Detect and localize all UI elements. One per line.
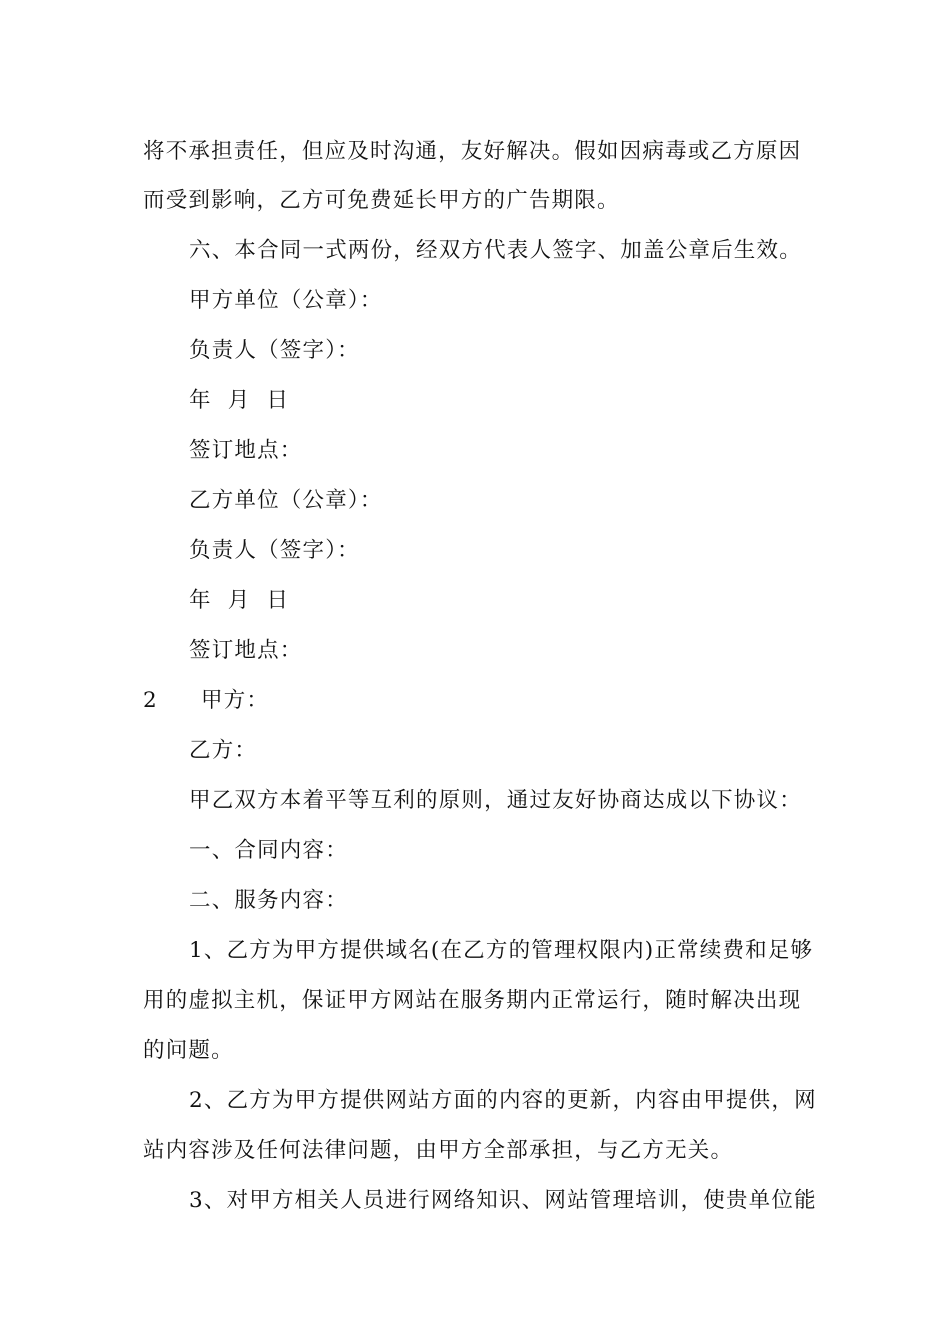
party-a-signature: 负责人（签字）： — [189, 338, 360, 363]
party-b-label: 乙方： — [189, 738, 258, 763]
party-a-label: 甲方： — [201, 688, 270, 713]
party-a-unit-seal: 甲方单位（公章）： — [189, 288, 383, 313]
paragraph-line: 用的虚拟主机，保证甲方网站在服务期内正常运行，随时解决出现 — [143, 988, 802, 1013]
clause-heading: 二、服务内容： — [189, 888, 348, 913]
section-number: 2 — [143, 688, 158, 713]
paragraph-line: 1、乙方为甲方提供域名(在乙方的管理权限内)正常续费和足够 — [189, 938, 814, 963]
paragraph-line: 将不承担责任，但应及时沟通，友好解决。假如因病毒或乙方原因 — [143, 139, 802, 164]
party-b-unit-seal: 乙方单位（公章）： — [189, 488, 383, 513]
party-b-date: 年 月 日 — [189, 588, 290, 613]
paragraph-line: 而受到影响，乙方可免费延长甲方的广告期限。 — [143, 188, 620, 213]
paragraph-line: 2、乙方为甲方提供网站方面的内容的更新，内容由甲提供，网 — [189, 1088, 817, 1113]
agreement-intro: 甲乙双方本着平等互利的原则，通过友好协商达成以下协议： — [189, 788, 802, 813]
party-b-sign-place: 签订地点： — [189, 638, 303, 663]
clause-heading: 一、合同内容： — [189, 838, 348, 863]
clause-six: 六、本合同一式两份，经双方代表人签字、加盖公章后生效。 — [189, 238, 802, 263]
paragraph-line: 的问题。 — [143, 1038, 234, 1063]
party-b-signature: 负责人（签字）： — [189, 538, 360, 563]
party-a-sign-place: 签订地点： — [189, 438, 303, 463]
paragraph-line: 站内容涉及任何法律问题，由甲方全部承担，与乙方无关。 — [143, 1138, 734, 1163]
party-a-date: 年 月 日 — [189, 388, 290, 413]
paragraph-line: 3、对甲方相关人员进行网络知识、网站管理培训，使贵单位能 — [189, 1188, 817, 1213]
